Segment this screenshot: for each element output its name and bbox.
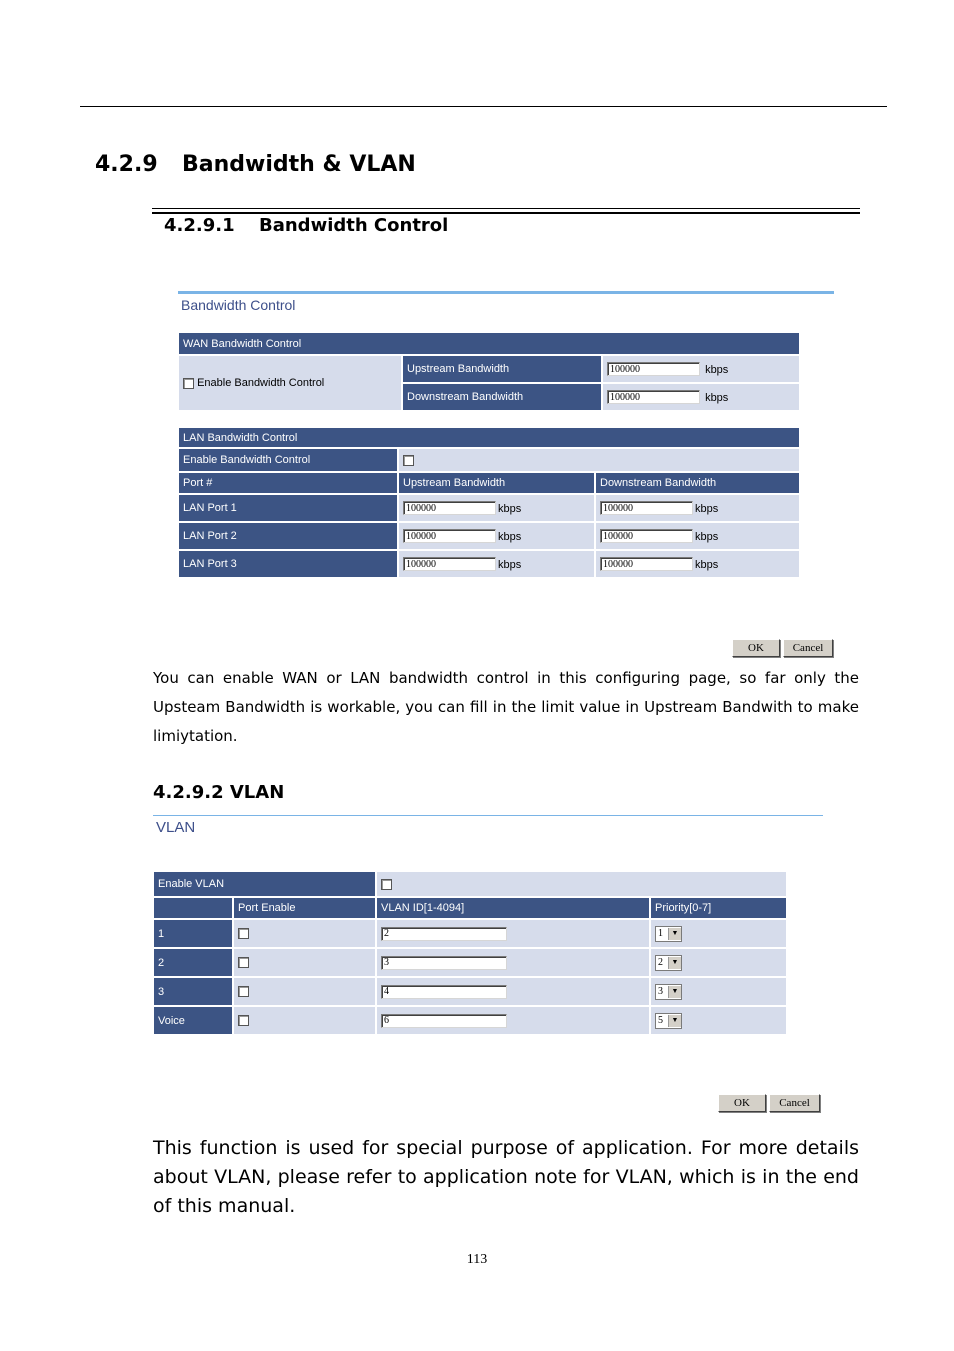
lan-enable-label: Enable Bandwidth Control — [179, 449, 397, 471]
double-rule — [152, 208, 860, 214]
lan-port-1-upstream-input[interactable] — [403, 501, 496, 515]
vlan-col-blank — [154, 898, 232, 918]
lan-col-downstream: Downstream Bandwidth — [596, 473, 799, 493]
lan-port-1-up-unit: kbps — [498, 503, 522, 515]
bandwidth-ok-button[interactable]: OK — [732, 639, 780, 657]
vlan-row-3-id-input[interactable] — [381, 985, 507, 999]
subsection-heading-vlan: 4.2.9.2 VLAN — [153, 782, 285, 803]
vlan-description: This function is used for special purpose of application. For more details about VLAN, please refer to application note for VLAN, which is in the end of this manual. — [153, 1137, 859, 1217]
lan-port-1-down-unit: kbps — [695, 503, 719, 515]
lan-port-3-up-unit: kbps — [498, 559, 522, 571]
vlan-enable-cell — [377, 872, 786, 896]
lan-port-2-down-unit: kbps — [695, 531, 719, 543]
vlan-row-2-port-enable-checkbox[interactable] — [238, 957, 249, 968]
lan-port-3-label: LAN Port 3 — [179, 551, 397, 577]
bandwidth-cancel-button[interactable]: Cancel — [783, 639, 833, 657]
lan-bandwidth-table — [177, 426, 801, 579]
lan-port-3-down-unit: kbps — [695, 559, 719, 571]
vlan-row-1-priority-select[interactable]: 1 ▼ — [655, 926, 682, 942]
chevron-down-icon: ▼ — [668, 928, 681, 940]
lan-col-port: Port # — [179, 473, 397, 493]
chevron-down-icon: ▼ — [668, 986, 681, 998]
wan-header: WAN Bandwidth Control — [179, 333, 799, 354]
lan-port-3-upstream-input[interactable] — [403, 557, 496, 571]
wan-downstream-label: Downstream Bandwidth — [403, 384, 601, 410]
table-row — [179, 551, 799, 577]
lan-port-1-downstream-input[interactable] — [600, 501, 693, 515]
vlan-row-2-priority-select[interactable]: 2 ▼ — [655, 955, 682, 971]
bandwidth-panel-title: Bandwidth Control — [181, 297, 296, 313]
vlan-panel-title: VLAN — [156, 819, 196, 836]
vlan-col-priority: Priority[0-7] — [651, 898, 786, 918]
vlan-enable-checkbox[interactable] — [381, 879, 392, 890]
chevron-down-icon: ▼ — [668, 1015, 681, 1027]
vlan-row-voice-priority-select[interactable]: 5 ▼ — [655, 1013, 682, 1029]
vlan-row-1-port-enable-checkbox[interactable] — [238, 928, 249, 939]
wan-enable-cell — [179, 356, 401, 410]
lan-header: LAN Bandwidth Control — [179, 428, 799, 447]
vlan-enable-label: Enable VLAN — [154, 872, 375, 896]
wan-downstream-unit: kbps — [705, 392, 729, 404]
section-heading: 4.2.9 Bandwidth & VLAN — [95, 152, 416, 177]
wan-upstream-unit: kbps — [705, 364, 729, 376]
vlan-row-2-name: 2 — [154, 949, 232, 976]
vlan-col-vlan-id: VLAN ID[1-4094] — [377, 898, 649, 918]
vlan-row-3-priority-select[interactable]: 3 ▼ — [655, 984, 682, 1000]
top-rule — [80, 106, 887, 107]
vlan-row-voice-id-input[interactable] — [381, 1014, 507, 1028]
lan-port-1-label: LAN Port 1 — [179, 495, 397, 521]
vlan-table — [152, 870, 788, 1036]
vlan-row-3-port-enable-checkbox[interactable] — [238, 986, 249, 997]
vlan-row-1-id-input[interactable] — [381, 927, 507, 941]
table-row — [154, 920, 786, 947]
vlan-row-1-name: 1 — [154, 920, 232, 947]
bandwidth-panel-accent-line — [178, 291, 834, 294]
bandwidth-description: You can enable WAN or LAN bandwidth control in this configuring page, so far only the Upsteam Bandwidth is workable, you can fill in the limit value in Upstream Bandwith to make limiytation. — [153, 669, 859, 745]
vlan-ok-button[interactable]: OK — [718, 1094, 766, 1112]
vlan-row-voice-port-enable-checkbox[interactable] — [238, 1015, 249, 1026]
vlan-row-voice-name: Voice — [154, 1007, 232, 1034]
wan-upstream-label: Upstream Bandwidth — [403, 356, 601, 382]
vlan-row-3-name: 3 — [154, 978, 232, 1005]
wan-bandwidth-table — [177, 331, 801, 412]
subsection-heading-bandwidth: 4.2.9.1 Bandwidth Control — [164, 215, 449, 236]
wan-upstream-input[interactable] — [607, 362, 700, 376]
lan-port-2-upstream-input[interactable] — [403, 529, 496, 543]
wan-downstream-cell — [603, 384, 799, 410]
wan-enable-checkbox[interactable] — [183, 378, 194, 389]
table-row — [179, 523, 799, 549]
wan-downstream-input[interactable] — [607, 390, 700, 404]
wan-upstream-cell — [603, 356, 799, 382]
vlan-panel-accent-line — [153, 815, 823, 816]
lan-port-2-up-unit: kbps — [498, 531, 522, 543]
lan-enable-cell — [399, 449, 799, 471]
lan-port-3-downstream-input[interactable] — [600, 557, 693, 571]
lan-col-upstream: Upstream Bandwidth — [399, 473, 594, 493]
table-row — [154, 949, 786, 976]
table-row — [179, 495, 799, 521]
wan-enable-label: Enable Bandwidth Control — [197, 377, 325, 389]
vlan-row-2-id-input[interactable] — [381, 956, 507, 970]
chevron-down-icon: ▼ — [668, 957, 681, 969]
page-number: 113 — [466, 1252, 488, 1267]
table-row — [154, 1007, 786, 1034]
table-row — [154, 978, 786, 1005]
vlan-col-port-enable: Port Enable — [234, 898, 375, 918]
lan-port-2-label: LAN Port 2 — [179, 523, 397, 549]
lan-enable-checkbox[interactable] — [403, 455, 414, 466]
vlan-cancel-button[interactable]: Cancel — [769, 1094, 820, 1112]
lan-port-2-downstream-input[interactable] — [600, 529, 693, 543]
